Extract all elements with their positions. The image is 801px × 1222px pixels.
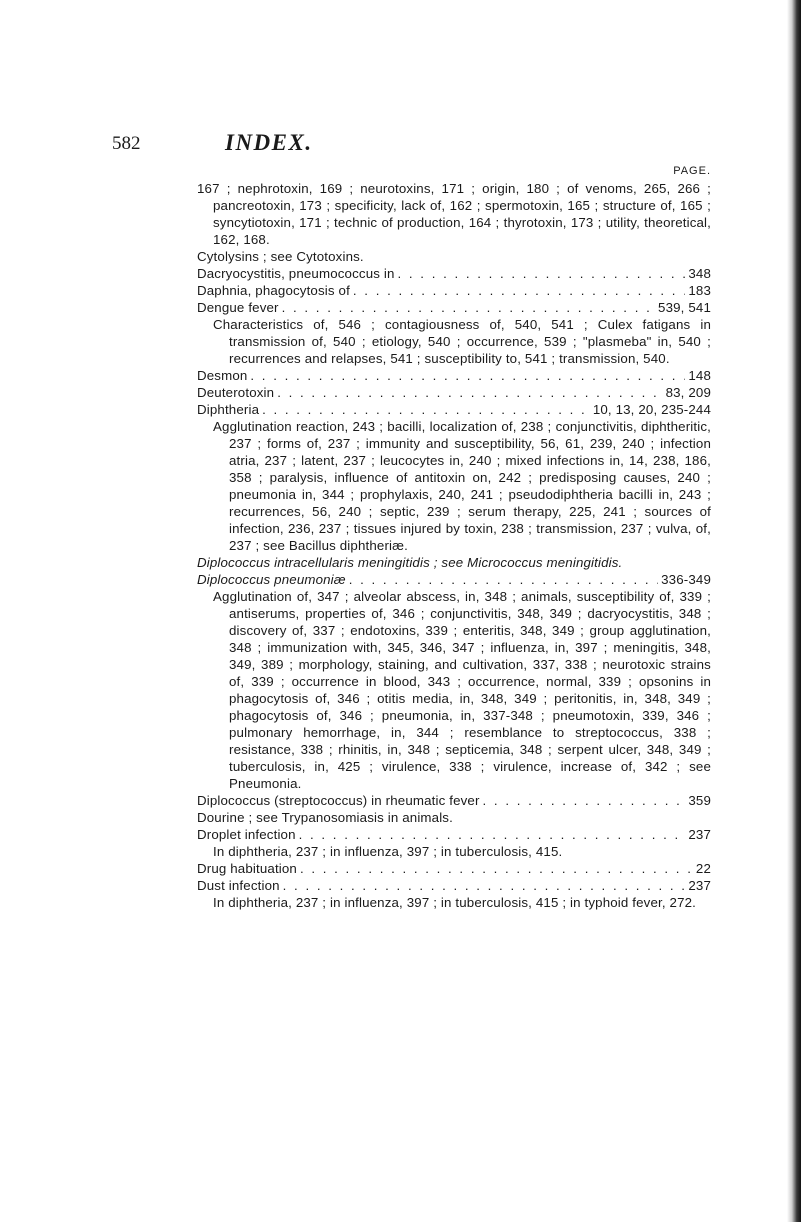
index-subentry: In diphtheria, 237 ; in influenza, 397 ; in tuberculosis, 415.	[213, 844, 563, 859]
leader-dots	[250, 367, 685, 384]
page-column-label: PAGE.	[673, 165, 711, 177]
index-entry	[197, 282, 711, 299]
index-entry	[197, 384, 711, 401]
index-entry	[197, 571, 711, 588]
entry-term: Droplet infection	[197, 827, 296, 842]
index-entry	[197, 265, 711, 282]
leader-dots	[483, 792, 686, 809]
entry-pages: 148	[688, 368, 711, 383]
entry-term: Dacryocystitis, pneumococcus in	[197, 266, 395, 281]
entry-term: Diphtheria	[197, 402, 260, 417]
page-edge-shadow	[787, 0, 801, 1222]
leader-dots	[283, 877, 686, 894]
entry-term: Dust infection	[197, 878, 280, 893]
index-subentry: Characteristics of, 546 ; contagiousness of, 540, 541 ; Culex fatigans in transmission of, 540 ; etiology, 540 ; occurrence, 539 ; "plasmeba" in, 540 ; recurrences and relapses, 541 ; susceptibility to, 541 ; transmission, 540.	[213, 317, 711, 366]
index-column	[197, 164, 711, 911]
index-entry	[197, 860, 711, 877]
index-entry	[197, 792, 711, 809]
index-entry	[197, 299, 711, 316]
entry-pages: 10, 13, 20, 235-244	[592, 402, 711, 417]
index-entry-continued: 167 ; nephrotoxin, 169 ; neurotoxins, 171 ; origin, 180 ; of venoms, 265, 266 ; pancreotoxin, 173 ; specificity, lack of, 162 ; spermotoxin, 165 ; structure of, 165 ; syncytiotoxin, 171 ; technic of production, 164 ; thyrotoxin, 173 ; utility, theoretical, 162, 168.	[197, 181, 711, 247]
index-entry: Dourine ; see Trypanosomiasis in animals.	[197, 810, 453, 825]
index-subentry: Agglutination reaction, 243 ; bacilli, localization of, 238 ; conjunctivitis, diphtheritic, 237 ; forms of, 237 ; immunity and susceptibility, 56, 61, 239, 240 ; infection atria, 237 ; latent, 237 ; leucocytes in, 240 ; mixed infections in, 14, 238, 186, 358 ; paralysis, influence of antitoxin on, 242 ; predisposing causes, 240 ; pneumonia in, 344 ; prophylaxis, 240, 241 ; pseudodiphtheria bacilli in, 243 ; recurrences, 56, 240 ; septic, 239 ; serum therapy, 225, 241 ; sources of infection, 236, 237 ; tissues injured by toxin, 238 ; transmission, 237 ; vulva, of, 237 ; see Bacillus diphtheriæ.	[213, 419, 711, 553]
index-entry	[197, 401, 711, 418]
entry-term: Deuterotoxin	[197, 385, 275, 400]
entry-pages: 83, 209	[665, 385, 711, 400]
leader-dots	[282, 299, 655, 316]
index-entry	[197, 877, 711, 894]
entry-pages: 336-349	[661, 572, 711, 587]
entry-term: Dengue fever	[197, 300, 279, 315]
page-header	[112, 130, 712, 163]
entry-term: Desmon	[197, 368, 248, 383]
entry-pages: 237	[688, 827, 711, 842]
leader-dots	[277, 384, 662, 401]
page-number: 582	[112, 133, 141, 154]
leader-dots	[262, 401, 590, 418]
index-subentry: Agglutination of, 347 ; alveolar abscess, in, 348 ; animals, susceptibility of, 339 ; antiserums, properties of, 346 ; conjunctivitis, 348, 349 ; dacryocystitis, 348 ; discovery of, 337 ; endotoxins, 339 ; enteritis, 348, 349 ; group agglutination, 348 ; immunization with, 345, 346, 347 ; influenza, in, 397 ; meningitis, 348, 349, 389 ; morphology, staining, and cultivation, 337, 338 ; neurotoxic strains of, 339 ; occurrence in blood, 343 ; occurrence, normal, 339 ; opsonins in phagocytosis of, 346 ; otitis media, in, 348, 349 ; peritonitis, in, 348, 349 ; phagocytosis of, 346 ; pneumonia, in, 337-348 ; pneumotoxin, 339, 346 ; pulmonary hemorrhage, in, 344 ; resemblance to streptococcus, 338 ; resistance, 338 ; rhinitis, in, 348 ; septicemia, 348 ; serpent ulcer, 348, 349 ; tuberculosis, in, 425 ; virulence, 338 ; virulence, increase of, 342 ; see Pneumonia.	[213, 589, 711, 791]
leader-dots	[300, 860, 693, 877]
entry-pages: 539, 541	[658, 300, 711, 315]
entry-pages: 22	[695, 861, 711, 876]
entry-term: Diplococcus (streptococcus) in rheumatic fever	[197, 793, 480, 808]
entry-term: Drug habituation	[197, 861, 297, 876]
index-entry	[197, 367, 711, 384]
running-title: INDEX.	[225, 130, 313, 155]
leader-dots	[398, 265, 686, 282]
leader-dots	[353, 282, 685, 299]
index-entry: Cytolysins ; see Cytotoxins.	[197, 249, 364, 264]
entry-pages: 348	[688, 266, 711, 281]
entry-pages: 237	[688, 878, 711, 893]
index-subentry: In diphtheria, 237 ; in influenza, 397 ; in tuberculosis, 415 ; in typhoid fever, 272.	[213, 895, 697, 910]
entry-pages: 183	[688, 283, 711, 298]
index-entry	[197, 826, 711, 843]
entry-term: Diplococcus pneumoniæ	[197, 572, 346, 587]
entry-pages: 359	[688, 793, 711, 808]
entry-term: Daphnia, phagocytosis of	[197, 283, 350, 298]
leader-dots	[349, 571, 658, 588]
leader-dots	[299, 826, 686, 843]
index-entry: Diplococcus intracellularis meningitidis ; see Micrococcus meningitidis.	[197, 555, 623, 570]
